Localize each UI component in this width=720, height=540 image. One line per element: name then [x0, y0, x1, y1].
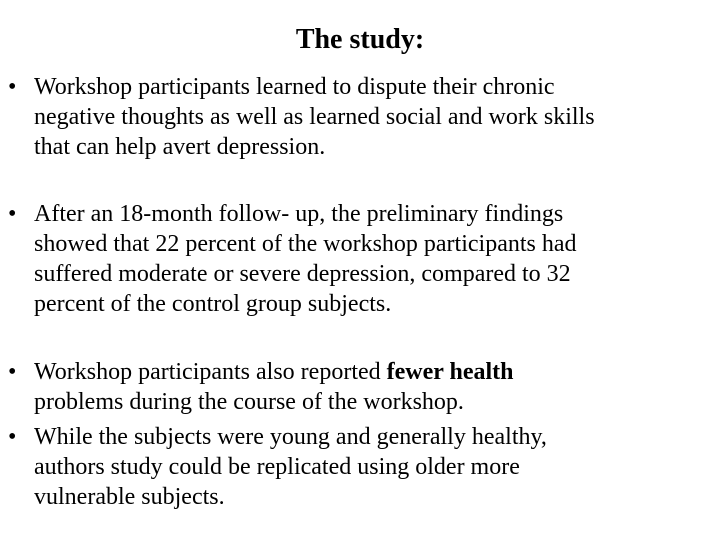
slide-title — [0, 22, 720, 58]
bullet-3 — [8, 357, 708, 417]
bullet-3-line-1 — [34, 357, 708, 387]
bullet-2-line-2: showed that 22 percent of the workshop participants had — [34, 231, 577, 257]
bullet-3-text — [34, 357, 708, 417]
bullet-2-line-4: percent of the control group subjects. — [34, 291, 392, 317]
bullet-2-text — [34, 199, 708, 319]
bullet-2-line-1: After an 18-month follow- up, the preliminary findings — [34, 201, 564, 227]
bullet-dot: • — [8, 201, 17, 227]
bullet-3-prefix: Workshop participants also reported — [34, 359, 387, 385]
bullet-dot: • — [8, 359, 17, 385]
bullet-dot: • — [8, 74, 17, 100]
bullet-4-line-3: vulnerable subjects. — [34, 484, 225, 510]
bullet-4-line-2: authors study could be replicated using older more — [34, 454, 520, 480]
bullet-2-line-3: suffered moderate or severe depression, compared to 32 — [34, 261, 571, 287]
bullet-1-line-2: negative thoughts as well as learned social and work skills — [34, 104, 595, 130]
bullet-3-line-2: problems during the course of the workshop. — [34, 389, 464, 415]
bullet-1-line-3: that can help avert depression. — [34, 134, 326, 160]
bullet-3-emphasis: fewer health — [386, 359, 514, 385]
bullet-1-line-1: Workshop participants learned to dispute their chronic — [34, 74, 555, 100]
bullet-2 — [8, 199, 708, 319]
bullet-1 — [8, 72, 708, 162]
bullet-4 — [8, 422, 708, 512]
bullet-4-text — [34, 422, 708, 512]
bullet-1-text — [34, 72, 708, 162]
slide-title-text: The study: — [295, 24, 425, 55]
bullet-dot: • — [8, 424, 17, 450]
bullet-4-line-1: While the subjects were young and generally healthy, — [34, 424, 547, 450]
